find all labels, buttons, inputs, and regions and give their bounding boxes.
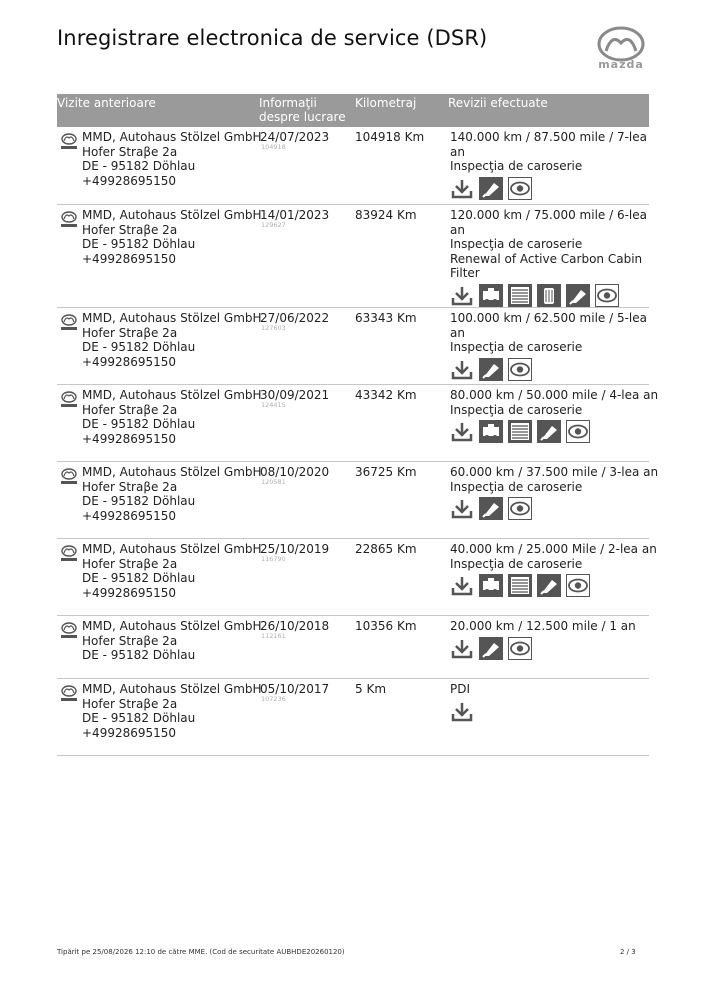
dealer-address — [82, 619, 262, 663]
dealer-address — [82, 130, 262, 188]
revision-line: 40.000 km / 25.000 Mile / 2-lea an — [450, 542, 657, 556]
service-date: 27/06/2022 — [260, 311, 330, 325]
dealer-address-line: DE - 95182 Döhlau — [82, 711, 196, 725]
revisions — [450, 682, 648, 723]
dealer-address-line: MMD, Autohaus Stölzel GmbH — [82, 682, 262, 696]
mileage: 10356 Km — [355, 619, 417, 633]
filter-icon[interactable] — [508, 574, 532, 597]
dealer-logo-icon — [59, 211, 79, 229]
revision-line: 120.000 km / 75.000 mile / 6-lea — [450, 208, 647, 222]
revision-line: 60.000 km / 37.500 mile / 3-lea an — [450, 465, 659, 479]
dealer-address-line: MMD, Autohaus Stölzel GmbH — [82, 311, 262, 325]
dealer-logo-icon — [59, 468, 79, 486]
dealer-logo-icon — [59, 685, 79, 703]
download-icon[interactable] — [450, 420, 474, 443]
dealer-address-line: DE - 95182 Döhlau — [82, 159, 196, 173]
dealer-address-line: +49928695150 — [82, 431, 177, 446]
table-row — [57, 462, 659, 539]
dealer-address-line: DE - 95182 Döhlau — [82, 237, 196, 251]
eye-icon[interactable] — [508, 497, 532, 520]
table-row — [57, 127, 649, 205]
dealer-address-line: MMD, Autohaus Stölzel GmbH — [82, 208, 262, 222]
dealer-address-line: DE - 95182 Döhlau — [82, 571, 196, 585]
table-header — [57, 94, 649, 127]
service-date: 26/10/2018 — [260, 619, 330, 633]
column-header-revisions: Revizii efectuate — [448, 96, 548, 110]
service-date: 24/07/2023 — [260, 130, 330, 144]
dealer-address-line: MMD, Autohaus Stölzel GmbH — [82, 542, 262, 556]
download-icon[interactable] — [450, 284, 474, 307]
dealer-address-line: DE - 95182 Döhlau — [82, 340, 196, 354]
dealer-address-line: MMD, Autohaus Stölzel GmbH — [82, 388, 262, 402]
mileage: 43342 Km — [355, 388, 417, 402]
work-order-code: 124415 — [261, 401, 286, 409]
filter-icon[interactable] — [508, 420, 532, 443]
download-icon[interactable] — [450, 358, 474, 381]
mileage: 104918 Km — [355, 130, 425, 144]
revision-line: PDI — [450, 682, 471, 696]
action-icons — [450, 284, 648, 307]
eye-icon[interactable] — [566, 574, 590, 597]
revisions — [450, 311, 648, 381]
work-order-code: 107236 — [261, 695, 286, 703]
column-header-mileage: Kilometraj — [355, 96, 417, 110]
mileage: 63343 Km — [355, 311, 417, 325]
revision-line: Inspecţia de caroserie — [450, 402, 583, 417]
revisions — [450, 542, 657, 597]
table-row — [57, 308, 649, 385]
page-title: Inregistrare electronica de service (DSR) — [57, 26, 488, 50]
dealer-logo-icon — [59, 133, 79, 151]
dealer-logo-icon — [59, 622, 79, 640]
revision-line: Inspecţia de caroserie — [450, 556, 583, 571]
paint-icon[interactable] — [537, 420, 561, 443]
dealer-address-line: +49928695150 — [82, 585, 177, 600]
work-order-code: 112161 — [261, 632, 286, 640]
dealer-address-line: MMD, Autohaus Stölzel GmbH — [82, 130, 262, 144]
dealer-address-line: DE - 95182 Döhlau — [82, 494, 196, 508]
action-icons — [450, 497, 648, 520]
revision-line: 80.000 km / 50.000 mile / 4-lea an — [450, 388, 659, 402]
dealer-address-line: Hofer Straβe 2a — [82, 402, 178, 417]
download-icon[interactable] — [450, 177, 474, 200]
revisions — [450, 388, 659, 443]
dealer-address-line: DE - 95182 Döhlau — [82, 648, 196, 662]
revision-line: Inspecţia de caroserie — [450, 159, 583, 173]
filter-icon[interactable] — [508, 284, 532, 307]
cylinder-icon[interactable] — [537, 284, 561, 307]
service-date: 14/01/2023 — [260, 208, 330, 222]
mileage: 22865 Km — [355, 542, 417, 556]
revisions — [450, 465, 659, 520]
revision-line: an — [450, 144, 465, 159]
revision-line: Inspecţia de caroserie — [450, 479, 583, 494]
paint-icon[interactable] — [537, 574, 561, 597]
dealer-logo-icon — [59, 391, 79, 409]
revision-line: Renewal of Active Carbon Cabin — [450, 251, 643, 266]
dealer-address-line: DE - 95182 Döhlau — [82, 417, 196, 431]
action-icons — [450, 637, 648, 660]
eye-icon[interactable] — [508, 177, 532, 200]
action-icons — [450, 574, 648, 597]
paint-icon[interactable] — [479, 177, 503, 200]
dealer-address — [82, 208, 262, 266]
revision-line: Inspecţia de caroserie — [450, 237, 583, 251]
work-order-code: 104918 — [261, 143, 286, 151]
revision-line: 100.000 km / 62.500 mile / 5-lea — [450, 311, 647, 325]
dealer-address-line: +49928695150 — [82, 173, 177, 188]
dealer-address-line: Hofer Straβe 2a — [82, 325, 178, 340]
revision-line: 20.000 km / 12.500 mile / 1 an — [450, 619, 636, 633]
dealer-address — [82, 542, 262, 600]
dealer-address — [82, 682, 262, 740]
dealer-address-line: Hofer Straβe 2a — [82, 479, 178, 494]
table-row — [57, 539, 657, 616]
mileage: 5 Km — [355, 682, 387, 696]
action-icons — [450, 420, 648, 443]
service-date: 30/09/2021 — [260, 388, 330, 402]
revisions — [450, 208, 648, 307]
eye-icon[interactable] — [508, 637, 532, 660]
table-row — [57, 205, 649, 308]
eye-icon[interactable] — [566, 420, 590, 443]
brand-wordmark: mazda — [598, 58, 644, 71]
download-icon[interactable] — [450, 497, 474, 520]
mileage: 36725 Km — [355, 465, 417, 479]
action-icons — [450, 358, 648, 381]
dealer-address — [82, 465, 262, 523]
dealer-address — [82, 388, 262, 446]
revision-line: Inspecţia de caroserie — [450, 340, 583, 354]
service-date: 25/10/2019 — [260, 542, 330, 556]
dealer-address-line: Hofer Straβe 2a — [82, 633, 178, 648]
work-order-code: 127603 — [261, 324, 286, 332]
revision-line: Filter — [450, 266, 480, 280]
revision-line: an — [450, 325, 465, 340]
paint-icon[interactable] — [479, 497, 503, 520]
print-info: Tipărit pe 25/08/2026 12:10 de către MME. (Cod de securitate AUBHDE20260120) — [57, 948, 345, 956]
column-header-visits: Vizite anterioare — [57, 96, 156, 110]
table-row — [57, 385, 659, 462]
work-order-code: 120581 — [261, 478, 286, 486]
car-icon[interactable] — [479, 284, 503, 307]
dealer-address-line: +49928695150 — [82, 508, 177, 523]
download-icon[interactable] — [450, 637, 474, 660]
eye-icon[interactable] — [595, 284, 619, 307]
revision-line: an — [450, 222, 465, 237]
action-icons — [450, 177, 648, 200]
paint-icon[interactable] — [479, 637, 503, 660]
dealer-logo-icon — [59, 545, 79, 563]
page-number: 2 / 3 — [620, 948, 636, 956]
dealer-address-line: Hofer Straβe 2a — [82, 144, 178, 159]
revision-line: 140.000 km / 87.500 mile / 7-lea — [450, 130, 647, 144]
action-icons — [450, 700, 648, 723]
dealer-address-line: +49928695150 — [82, 354, 177, 369]
dealer-address-line: Hofer Straβe 2a — [82, 696, 178, 711]
revisions — [450, 619, 648, 660]
service-date: 08/10/2020 — [260, 465, 330, 479]
eye-icon[interactable] — [508, 358, 532, 381]
paint-icon[interactable] — [479, 358, 503, 381]
dealer-address-line: Hofer Straβe 2a — [82, 222, 178, 237]
column-header-work-info: Informaţii despre lucrare — [259, 96, 346, 124]
table-row — [57, 679, 649, 756]
service-date: 05/10/2017 — [260, 682, 330, 696]
dealer-logo-icon — [59, 314, 79, 332]
car-icon[interactable] — [479, 574, 503, 597]
download-icon[interactable] — [450, 574, 474, 597]
dealer-address-line: MMD, Autohaus Stölzel GmbH — [82, 619, 262, 633]
car-icon[interactable] — [479, 420, 503, 443]
dealer-address-line: Hofer Straβe 2a — [82, 556, 178, 571]
dealer-address-line: MMD, Autohaus Stölzel GmbH — [82, 465, 262, 479]
work-order-code: 129627 — [261, 221, 286, 229]
dealer-address-line: +49928695150 — [82, 725, 177, 740]
work-order-code: 116790 — [261, 555, 286, 563]
dealer-address — [82, 311, 262, 369]
paint-icon[interactable] — [566, 284, 590, 307]
revisions — [450, 130, 648, 200]
service-history-table — [57, 94, 659, 756]
table-row — [57, 616, 649, 679]
mileage: 83924 Km — [355, 208, 417, 222]
download-icon[interactable] — [450, 700, 474, 723]
dealer-address-line: +49928695150 — [82, 251, 177, 266]
